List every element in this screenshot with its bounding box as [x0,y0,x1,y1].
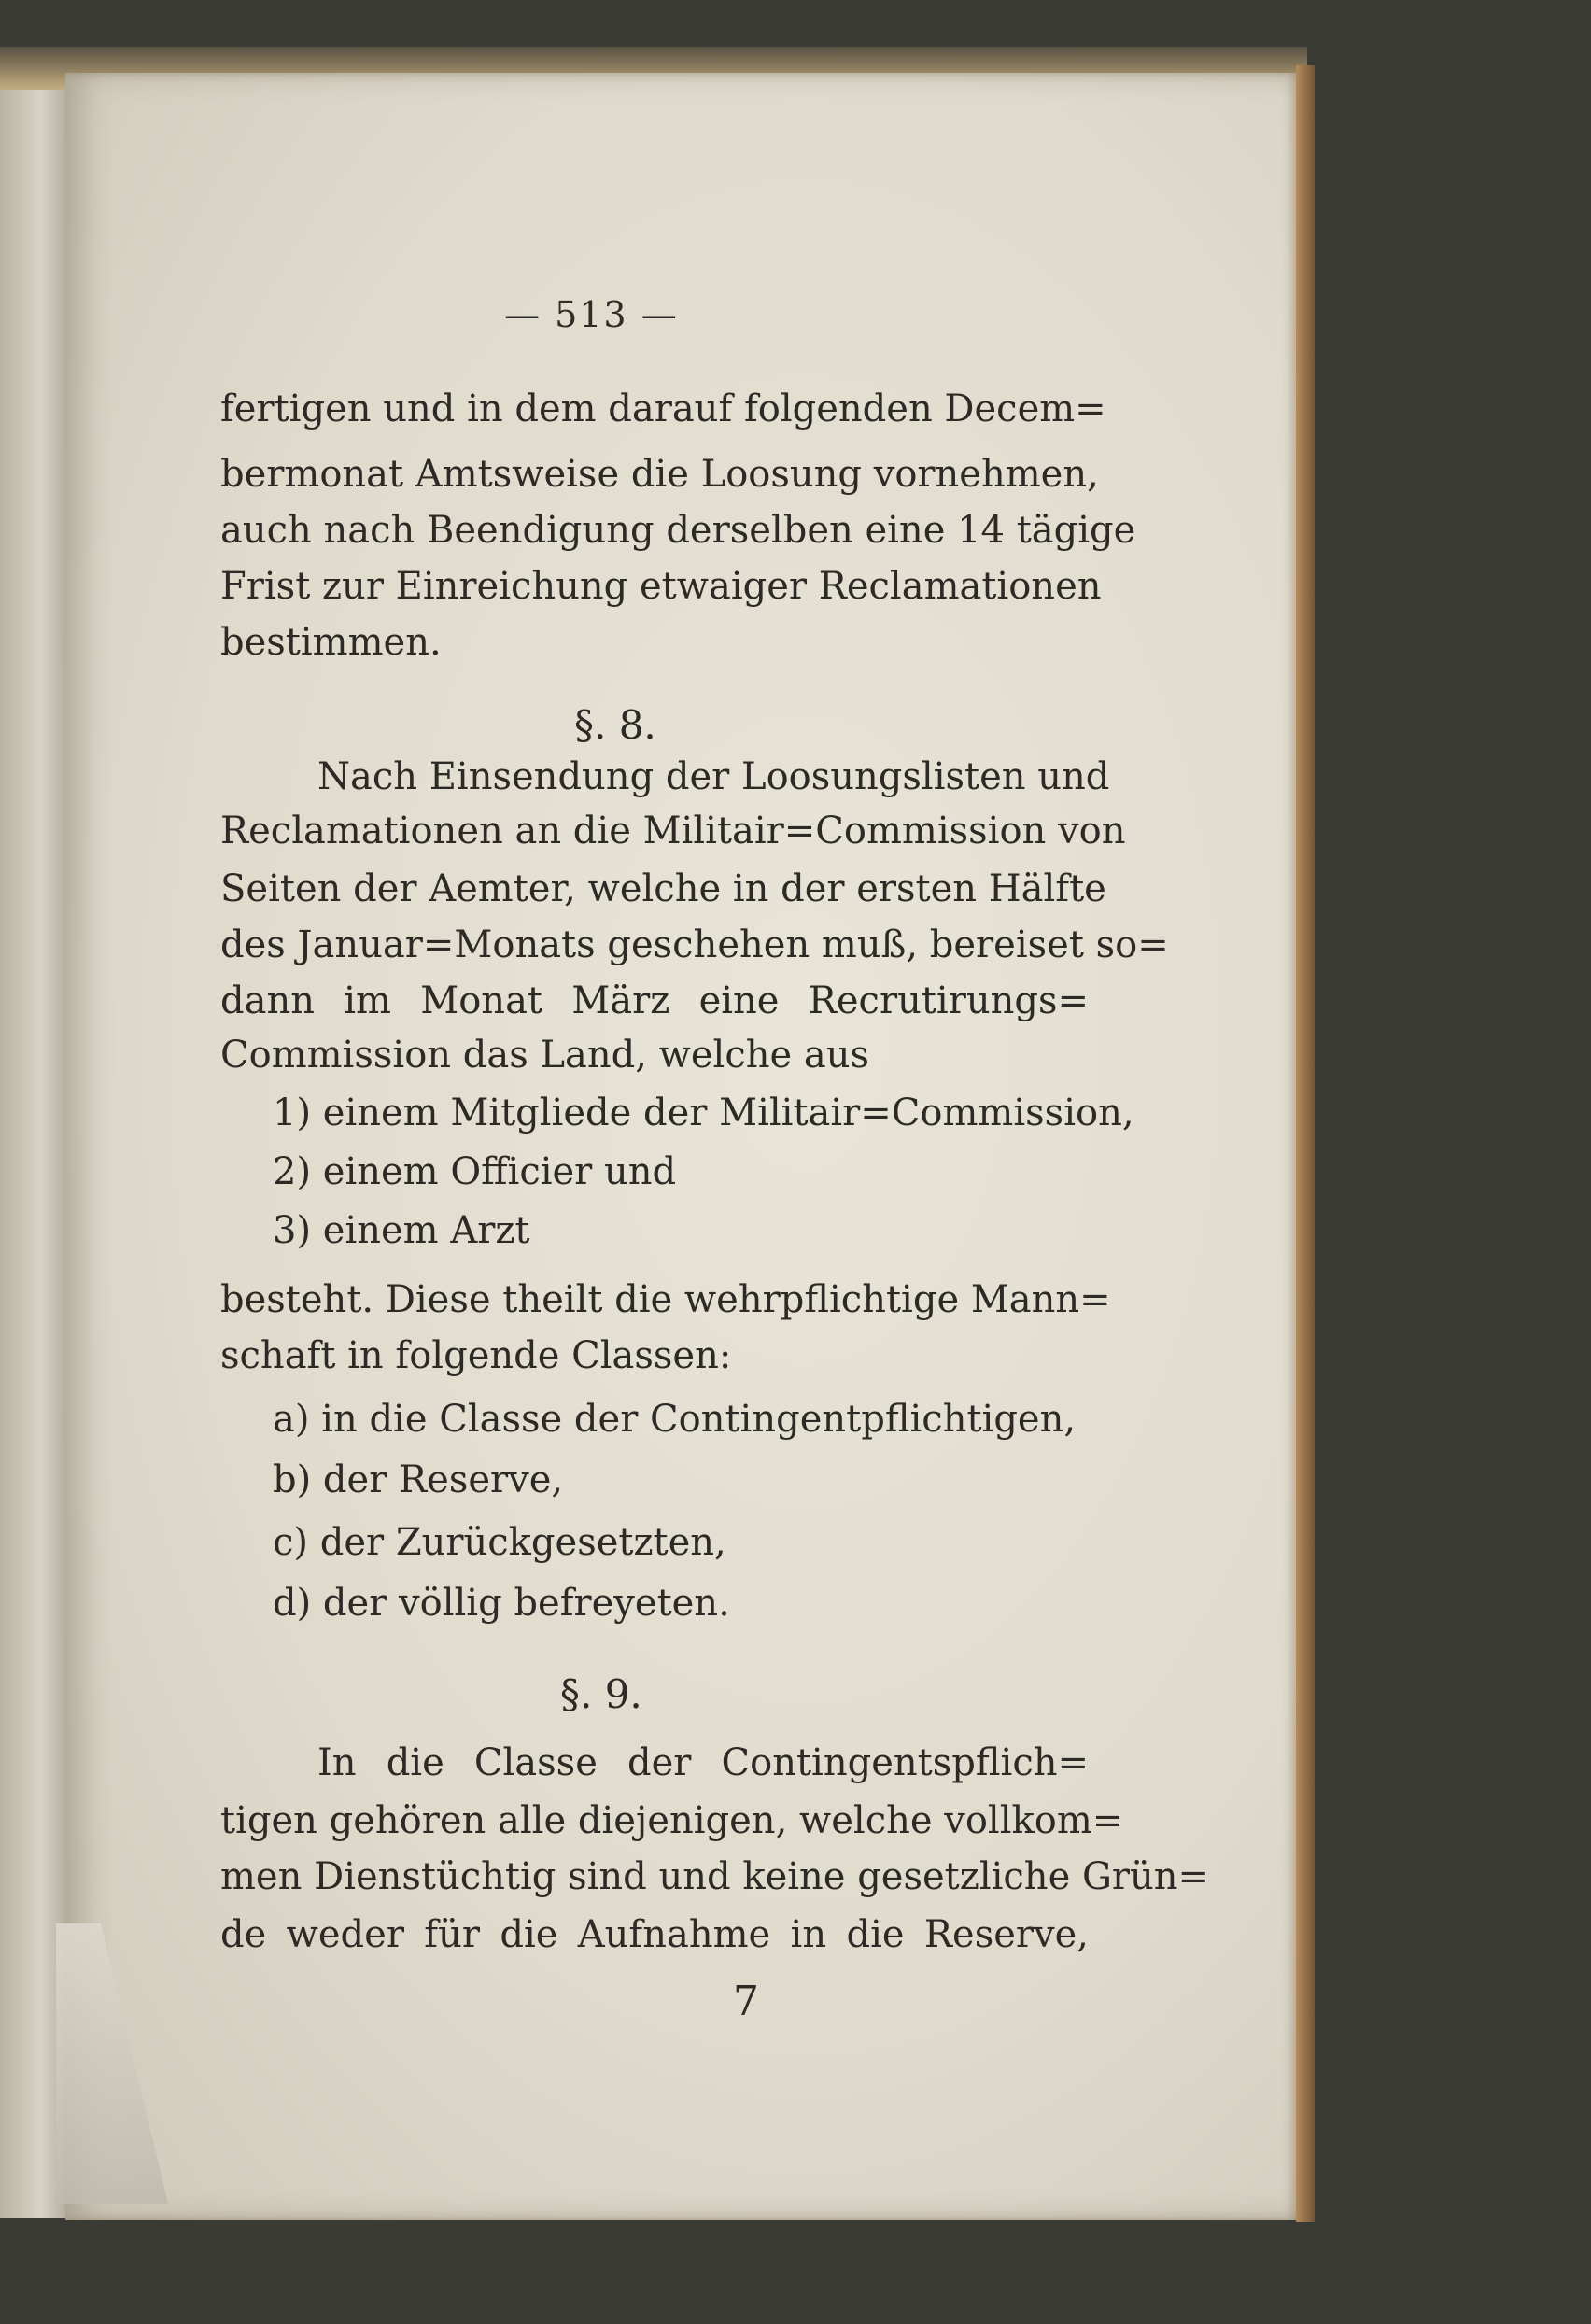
page-fore-edge [1296,65,1315,2222]
text-line: Nach Einsendung der Loosungslisten und [317,755,1110,798]
text-line: men Dienstüchtig sind und keine gesetzliche Grün= [220,1855,1210,1898]
list-item: 3) einem Arzt [273,1209,530,1252]
text-line: bestimmen. [220,621,442,664]
text-line: des Januar=Monats geschehen muß, bereiset so= [220,923,1169,966]
page-header: — 513 — [504,294,679,335]
section-heading-8: §. 8. [574,702,656,748]
list-item: b) der Reserve, [273,1458,564,1501]
section-heading-9: §. 9. [560,1671,642,1717]
text-line: tigen gehören alle diejenigen, welche vollkom= [220,1799,1124,1842]
text-line: Commission das Land, welche aus [220,1034,870,1077]
list-item: a) in die Classe der Contingentpflichtigen, [273,1398,1077,1441]
text-line: auch nach Beendigung derselben eine 14 tägige [220,509,1136,552]
list-item: 1) einem Mitgliede der Militair=Commission, [273,1092,1134,1134]
text-line: Reclamationen an die Militair=Commission von [220,810,1126,852]
text-line: Frist zur Einreichung etwaiger Reclamationen [220,565,1102,608]
text-line: de weder für die Aufnahme in die Reserve, [220,1913,1089,1956]
text-line: In die Classe der Contingentspflich= [317,1741,1089,1784]
list-item: c) der Zurückgesetzten, [273,1521,726,1564]
text-line: Seiten der Aemter, welche in der ersten Hälfte [220,867,1106,910]
text-line: schaft in folgende Classen: [220,1334,732,1377]
list-item: d) der völlig befreyeten. [273,1582,730,1625]
text-line: besteht. Diese theilt die wehrpflichtige Mann= [220,1278,1111,1321]
signature-mark: 7 [733,1978,759,2025]
text-line: dann im Monat März eine Recrutirungs= [220,979,1089,1022]
text-line: fertigen und in dem darauf folgenden Decem= [220,387,1106,430]
text-line: bermonat Amtsweise die Loosung vornehmen, [220,453,1099,496]
list-item: 2) einem Officier und [273,1150,677,1193]
